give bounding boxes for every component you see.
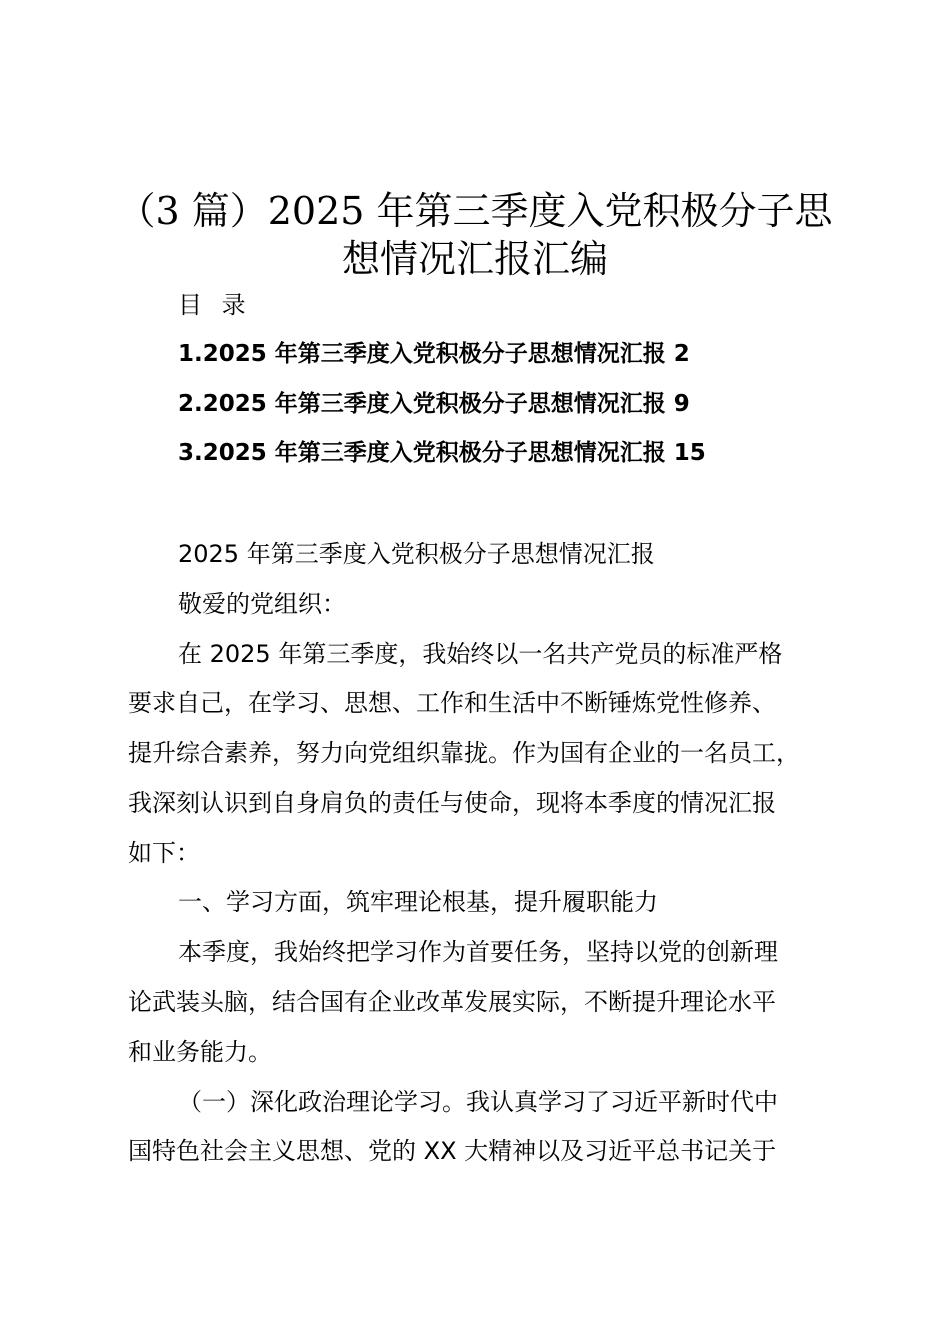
toc-entry-3: 3.2025 年第三季度入党积极分子思想情况汇报 15 — [178, 440, 706, 466]
paragraph-line: （一）深化政治理论学习。我认真学习了习近平新时代中 — [178, 1088, 778, 1116]
paragraph-line: 和业务能力。 — [128, 1038, 272, 1066]
paragraph-line: 提升综合素养，努力向党组织靠拢。作为国有企业的一名员工， — [128, 739, 800, 767]
paragraph-line: 如下： — [128, 839, 200, 867]
section-title: 2025 年第三季度入党积极分子思想情况汇报 — [178, 540, 655, 568]
toc-entry-2: 2.2025 年第三季度入党积极分子思想情况汇报 9 — [178, 391, 690, 417]
paragraph-line: 在 2025 年第三季度，我始终以一名共产党员的标准严格 — [178, 640, 783, 668]
document-title-line-1: （3 篇）2025 年第三季度入党积极分子思 — [117, 189, 833, 233]
paragraph-line: 国特色社会主义思想、党的 XX 大精神以及习近平总书记关于 — [128, 1137, 777, 1165]
paragraph-line: 要求自己，在学习、思想、工作和生活中不断锤炼党性修养、 — [128, 689, 776, 717]
paragraph-line: 本季度，我始终把学习作为首要任务，坚持以党的创新理 — [178, 938, 778, 966]
toc-entry-1: 1.2025 年第三季度入党积极分子思想情况汇报 2 — [178, 341, 690, 367]
paragraph-line: 论武装头脑，结合国有企业改革发展实际，不断提升理论水平 — [128, 988, 776, 1016]
toc-heading: 目 录 — [178, 291, 252, 319]
section-heading: 一、学习方面，筑牢理论根基，提升履职能力 — [178, 888, 658, 916]
paragraph-line: 我深刻认识到自身肩负的责任与使命，现将本季度的情况汇报 — [128, 789, 776, 817]
salutation: 敬爱的党组织： — [178, 590, 346, 618]
document-title-line-2: 想情况汇报汇编 — [341, 237, 608, 281]
